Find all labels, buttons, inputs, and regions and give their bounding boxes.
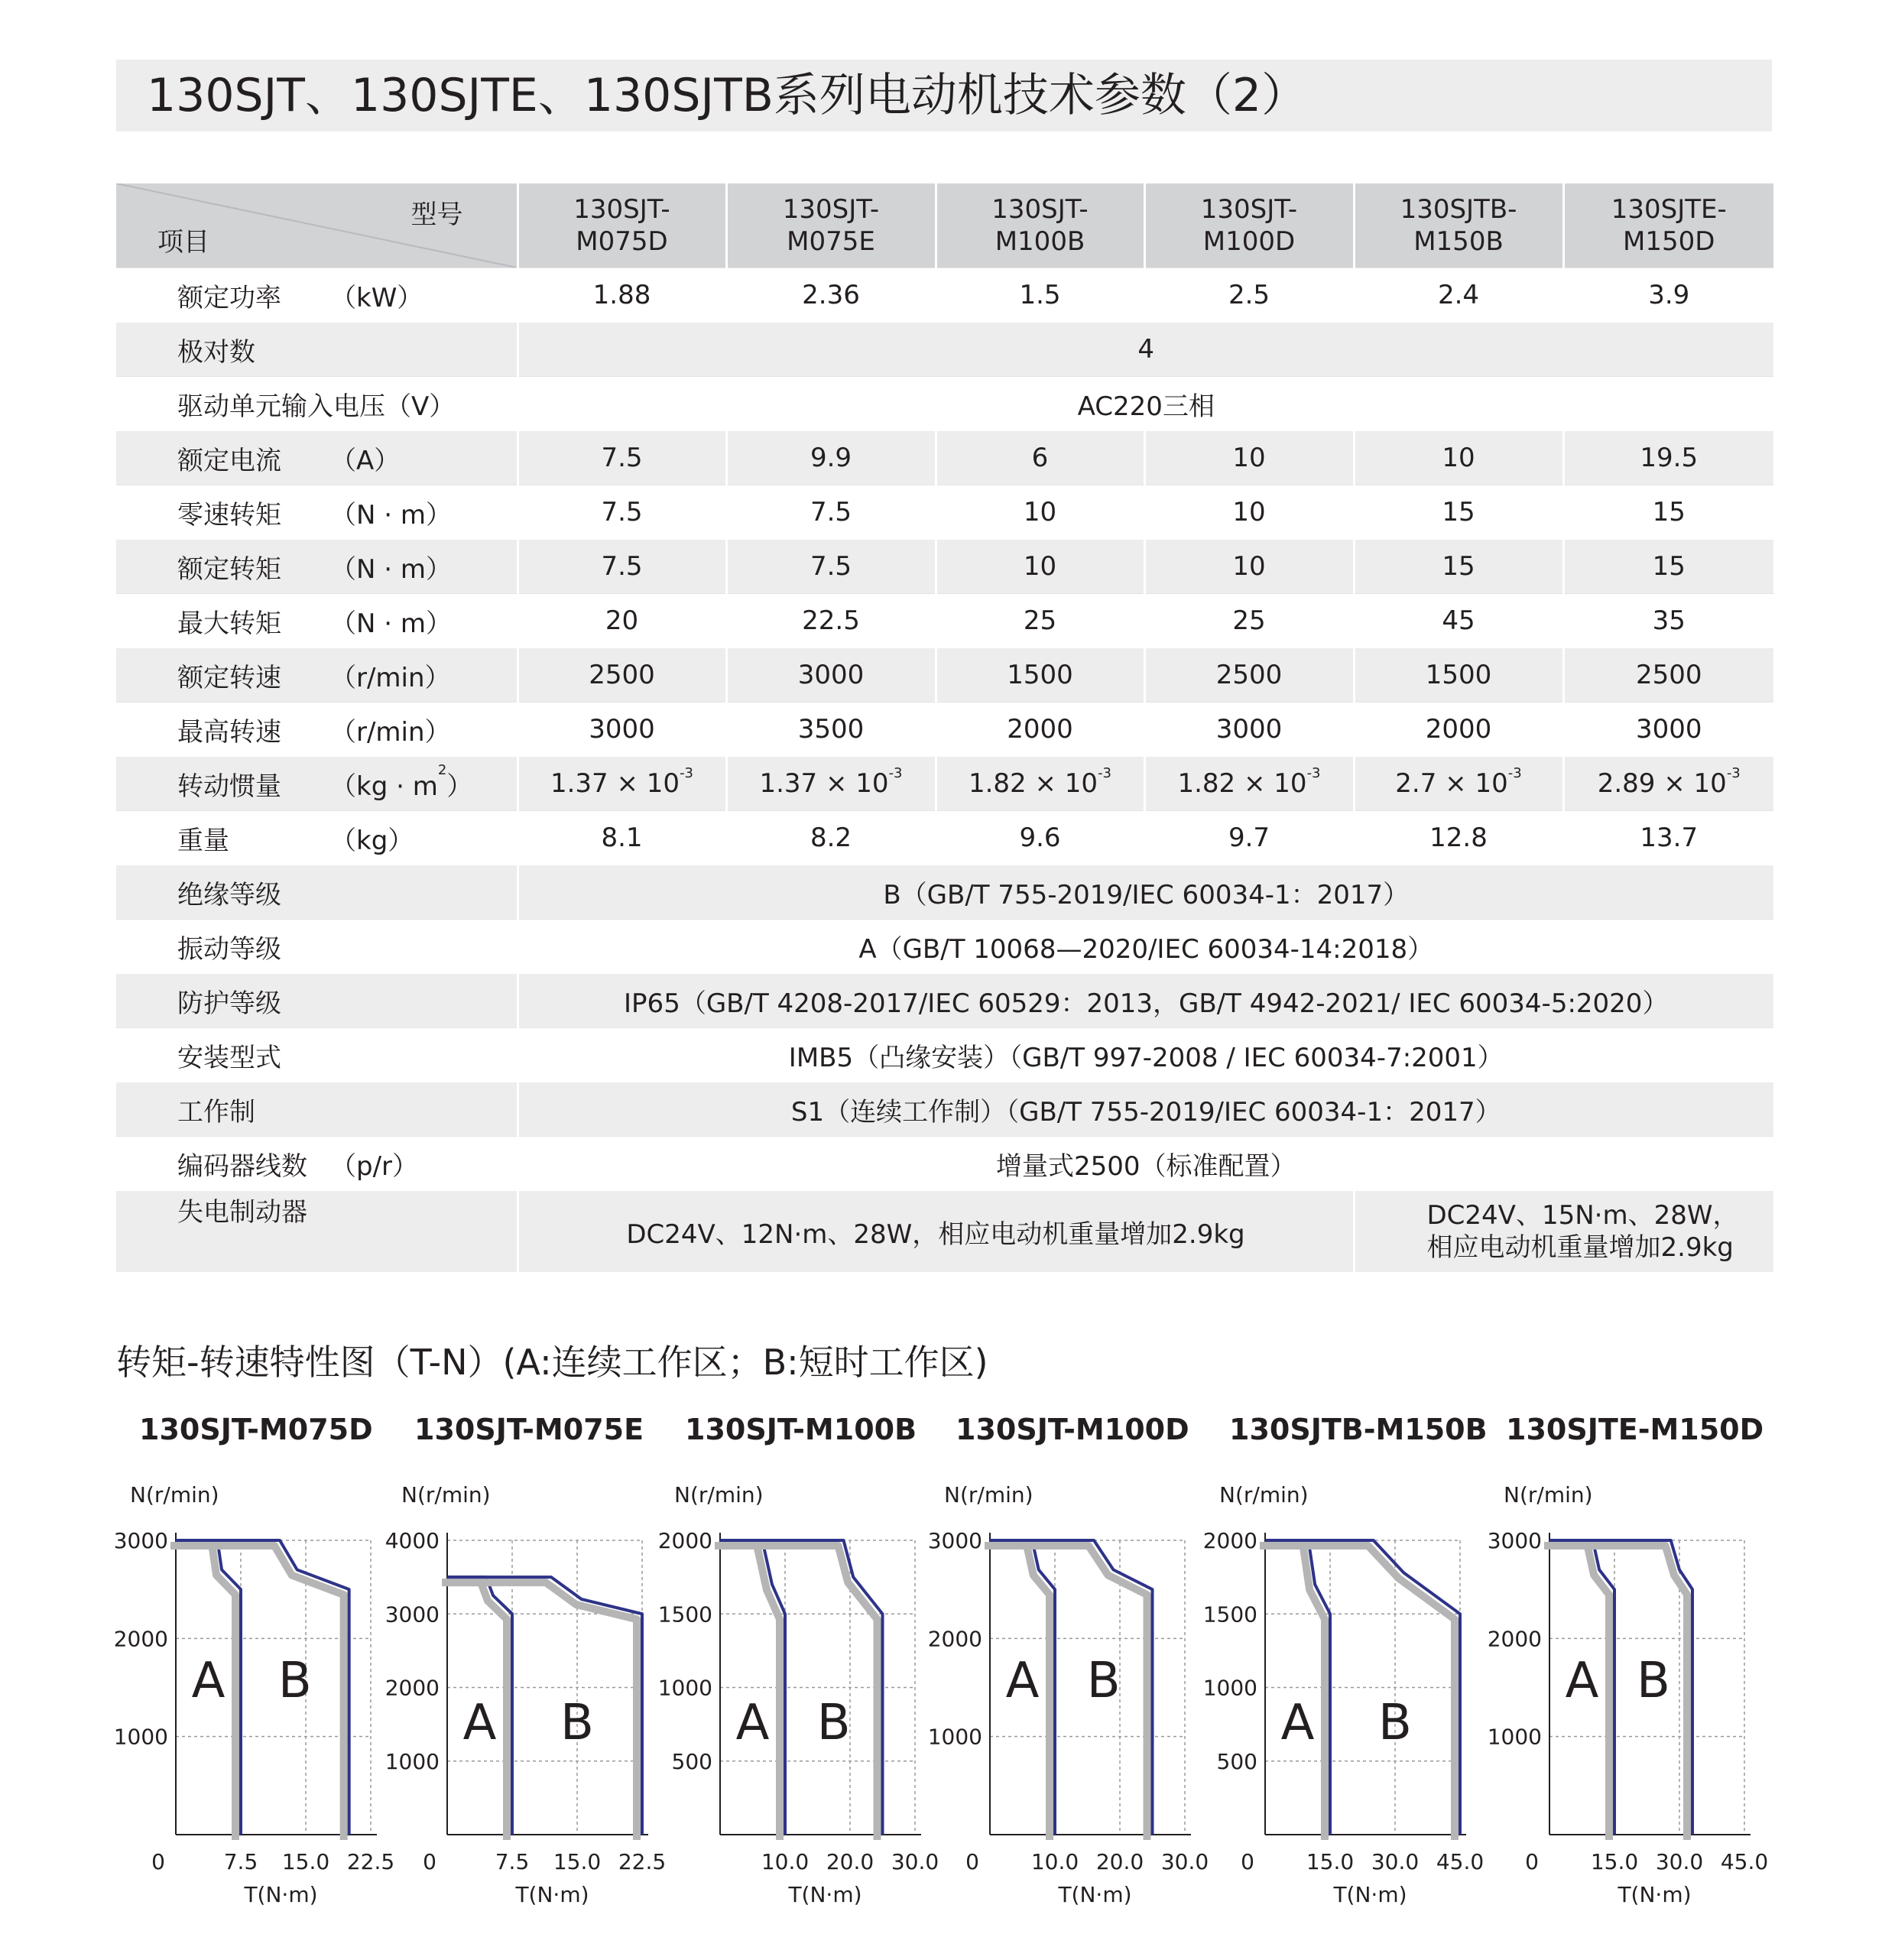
table-cell: 9.6 xyxy=(936,811,1144,865)
origin-label: 0 xyxy=(1525,1849,1539,1874)
zone-label-a: A xyxy=(191,1653,226,1709)
x-tick-label: 10.0 xyxy=(761,1849,810,1874)
zone-label-a: A xyxy=(735,1695,770,1751)
x-axis-label: T(N·m) xyxy=(515,1882,589,1907)
chart-title-3: 130SJT-M100B xyxy=(685,1413,917,1446)
row-label: 振动等级 xyxy=(116,920,518,974)
table-cell: 15 xyxy=(1563,540,1773,594)
table-cell: 1500 xyxy=(936,648,1144,703)
table-cell: 15 xyxy=(1354,540,1563,594)
x-axis-label: T(N·m) xyxy=(788,1882,862,1907)
table-row xyxy=(116,268,1773,323)
table-cell: 9.9 xyxy=(726,431,936,485)
table-cell: 2.4 xyxy=(1354,268,1563,323)
table-cell: 3500 xyxy=(726,703,936,757)
row-label: 额定电流 （A） xyxy=(116,431,518,485)
title-band xyxy=(116,60,1772,131)
table-cell: DC24V、12N·m、28W，相应电动机重量增加2.9kg xyxy=(518,1191,1354,1273)
table-cell: 2500 xyxy=(1144,648,1354,703)
table-cell: 35 xyxy=(1563,594,1773,648)
continuous-curve-shadow xyxy=(1260,1546,1325,1840)
table-cell: 1.88 xyxy=(518,268,726,323)
table-cell: 22.5 xyxy=(726,594,936,648)
table-row xyxy=(116,974,1773,1028)
zone-label-a: A xyxy=(1280,1695,1315,1751)
row-label: 绝缘等级 xyxy=(116,865,518,920)
y-axis-label: N(r/min) xyxy=(1504,1482,1593,1507)
table-cell: 4 xyxy=(518,323,1773,377)
x-tick-label: 22.5 xyxy=(346,1849,395,1874)
table-cell: 12.8 xyxy=(1354,811,1563,865)
table-row xyxy=(116,594,1773,648)
row-label: 工作制 xyxy=(116,1082,518,1137)
row-label: 零速转矩 （N · m） xyxy=(116,485,518,540)
zone-label-b: B xyxy=(1378,1695,1412,1751)
table-cell: 20 xyxy=(518,594,726,648)
y-axis-label: N(r/min) xyxy=(130,1482,219,1507)
model-header-5: 130SJTB- M150B xyxy=(1354,183,1563,268)
row-label: 极对数 xyxy=(116,323,518,377)
table-cell: 13.7 xyxy=(1563,811,1773,865)
x-tick-label: 15.0 xyxy=(1306,1849,1355,1874)
y-tick-label: 500 xyxy=(671,1748,712,1774)
table-row xyxy=(116,431,1773,485)
y-tick-label: 1000 xyxy=(385,1748,440,1774)
table-cell: $1.37 \times 10^{-3}$ xyxy=(726,757,936,811)
table-cell: 2.36 xyxy=(726,268,936,323)
continuous-curve-shadow xyxy=(715,1546,780,1840)
y-tick-label: 3000 xyxy=(385,1601,440,1627)
y-tick-label: 1000 xyxy=(927,1724,982,1750)
row-label: 重量 （kg） xyxy=(116,811,518,865)
y-tick-label: 1000 xyxy=(113,1724,168,1750)
table-row xyxy=(116,377,1773,431)
origin-label: 0 xyxy=(423,1849,436,1874)
table-cell: 3000 xyxy=(1144,703,1354,757)
zone-label-b: B xyxy=(816,1695,851,1751)
x-tick-label: 15.0 xyxy=(553,1849,602,1874)
table-cell: 10 xyxy=(1144,485,1354,540)
row-label: 编码器线数 （p/r） xyxy=(116,1137,518,1191)
table-cell: 15 xyxy=(1563,485,1773,540)
row-label: 转动惯量 $(kg \cdot m^2)$ xyxy=(116,757,518,811)
chart-title-1: 130SJT-M075D xyxy=(139,1413,373,1446)
y-axis-label: N(r/min) xyxy=(401,1482,491,1507)
origin-label: 0 xyxy=(1241,1849,1254,1874)
y-tick-label: 2000 xyxy=(1487,1626,1542,1652)
table-row xyxy=(116,1137,1773,1191)
table-cell: DC24V、15N·m、28W， 相应电动机重量增加2.9kg xyxy=(1354,1191,1773,1273)
spec-table xyxy=(116,183,1773,1272)
chart-title-6: 130SJTE-M150D xyxy=(1506,1413,1764,1446)
chart-title-5: 130SJTB-M150B xyxy=(1229,1413,1488,1446)
table-row xyxy=(116,757,1773,811)
x-tick-label: 10.0 xyxy=(1030,1849,1079,1874)
table-cell: 15 xyxy=(1354,485,1563,540)
x-tick-label: 45.0 xyxy=(1436,1849,1485,1874)
table-cell: 25 xyxy=(1144,594,1354,648)
table-cell: 2000 xyxy=(1354,703,1563,757)
table-cell: B（GB/T 755-2019/IEC 60034-1：2017） xyxy=(518,865,1773,920)
model-header-3: 130SJT- M100B xyxy=(936,183,1144,268)
table-cell: $1.82 \times 10^{-3}$ xyxy=(1144,757,1354,811)
table-cell: S1（连续工作制）（GB/T 755-2019/IEC 60034-1：2017） xyxy=(518,1082,1773,1137)
table-cell: 3000 xyxy=(1563,703,1773,757)
torque-speed-charts xyxy=(0,1468,1895,1911)
table-cell: AC220三相 xyxy=(518,377,1773,431)
x-tick-label: 20.0 xyxy=(1095,1849,1144,1874)
origin-label: 0 xyxy=(151,1849,165,1874)
table-cell: 10 xyxy=(936,485,1144,540)
short_time-curve-shadow xyxy=(715,1546,878,1840)
table-cell: 2000 xyxy=(936,703,1144,757)
table-cell: IMB5（凸缘安装）（GB/T 997-2008 / IEC 60034-7:2001） xyxy=(518,1028,1773,1082)
table-row xyxy=(116,540,1773,594)
corner-header-cell xyxy=(116,183,518,268)
corner-model-label: 型号 xyxy=(410,200,463,230)
row-label: 驱动单元输入电压（V） xyxy=(116,377,518,431)
y-tick-label: 1500 xyxy=(657,1601,712,1627)
x-axis-label: T(N·m) xyxy=(1333,1882,1407,1907)
table-row xyxy=(116,1191,1773,1273)
table-row xyxy=(116,648,1773,703)
x-tick-label: 20.0 xyxy=(826,1849,874,1874)
table-row xyxy=(116,811,1773,865)
table-cell: 45 xyxy=(1354,594,1563,648)
y-tick-label: 500 xyxy=(1216,1748,1257,1774)
model-header-6: 130SJTE- M150D xyxy=(1563,183,1773,268)
model-header-4: 130SJT- M100D xyxy=(1144,183,1354,268)
table-cell: $2.7 \times 10^{-3}$ xyxy=(1354,757,1563,811)
x-tick-label: 15.0 xyxy=(281,1849,330,1874)
table-cell: 2500 xyxy=(518,648,726,703)
table-cell: 10 xyxy=(936,540,1144,594)
x-tick-label: 30.0 xyxy=(1655,1849,1704,1874)
table-row xyxy=(116,865,1773,920)
x-tick-label: 30.0 xyxy=(1160,1849,1209,1874)
table-cell: 6 xyxy=(936,431,1144,485)
table-header-row xyxy=(116,183,1773,268)
table-cell: 19.5 xyxy=(1563,431,1773,485)
table-row xyxy=(116,485,1773,540)
y-tick-label: 2000 xyxy=(113,1626,168,1652)
table-cell: 增量式2500（标准配置） xyxy=(518,1137,1773,1191)
table-cell: 7.5 xyxy=(726,485,936,540)
page-title: 130SJT、130SJTE、130SJTB系列电动机技术参数（2） xyxy=(147,69,1308,122)
table-cell: 25 xyxy=(936,594,1144,648)
row-label: 最高转速 （r/min） xyxy=(116,703,518,757)
table-cell: 10 xyxy=(1354,431,1563,485)
section-title: 转矩-转速特性图（T-N）(A:连续工作区；B:短时工作区) xyxy=(116,1342,988,1383)
chart-title-4: 130SJT-M100D xyxy=(956,1413,1189,1446)
x-tick-label: 45.0 xyxy=(1720,1849,1769,1874)
x-tick-label: 7.5 xyxy=(223,1849,258,1874)
zone-label-b: B xyxy=(1086,1653,1121,1709)
table-cell: 2500 xyxy=(1563,648,1773,703)
y-tick-label: 2000 xyxy=(1202,1528,1257,1553)
table-cell: 7.5 xyxy=(518,431,726,485)
zone-label-a: A xyxy=(1005,1653,1040,1709)
table-row xyxy=(116,920,1773,974)
table-cell: 8.1 xyxy=(518,811,726,865)
x-axis-label: T(N·m) xyxy=(1618,1882,1692,1907)
table-cell: $2.89 \times 10^{-3}$ xyxy=(1563,757,1773,811)
y-tick-label: 3000 xyxy=(113,1528,168,1553)
y-tick-label: 2000 xyxy=(657,1528,712,1553)
table-cell: 9.7 xyxy=(1144,811,1354,865)
y-tick-label: 3000 xyxy=(1487,1528,1542,1553)
origin-label: 0 xyxy=(965,1849,979,1874)
table-cell: 3000 xyxy=(726,648,936,703)
x-tick-label: 15.0 xyxy=(1590,1849,1639,1874)
table-cell: 8.2 xyxy=(726,811,936,865)
table-cell: 10 xyxy=(1144,540,1354,594)
table-cell: 7.5 xyxy=(518,485,726,540)
x-tick-label: 7.5 xyxy=(495,1849,530,1874)
zone-label-b: B xyxy=(277,1653,312,1709)
x-axis-label: T(N·m) xyxy=(1058,1882,1132,1907)
x-tick-label: 30.0 xyxy=(891,1849,939,1874)
zone-label-a: A xyxy=(462,1695,497,1751)
y-tick-label: 4000 xyxy=(385,1528,440,1553)
table-row xyxy=(116,1028,1773,1082)
table-cell: $1.82 \times 10^{-3}$ xyxy=(936,757,1144,811)
row-label: 额定功率 （kW） xyxy=(116,268,518,323)
table-cell: 1500 xyxy=(1354,648,1563,703)
table-row xyxy=(116,323,1773,377)
y-tick-label: 1500 xyxy=(1202,1601,1257,1627)
y-axis-label: N(r/min) xyxy=(944,1482,1033,1507)
y-axis-label: N(r/min) xyxy=(1219,1482,1309,1507)
y-tick-label: 1000 xyxy=(1487,1724,1542,1750)
model-header-1: 130SJT- M075D xyxy=(518,183,726,268)
table-cell: 3.9 xyxy=(1563,268,1773,323)
row-label: 安装型式 xyxy=(116,1028,518,1082)
y-axis-label: N(r/min) xyxy=(674,1482,764,1507)
table-cell: 7.5 xyxy=(726,540,936,594)
table-row xyxy=(116,703,1773,757)
chart-title-2: 130SJT-M075E xyxy=(414,1413,644,1446)
table-cell: IP65（GB/T 4208-2017/IEC 60529：2013，GB/T 4942-2021/ IEC 60034-5:2020） xyxy=(518,974,1773,1028)
x-tick-label: 30.0 xyxy=(1371,1849,1420,1874)
x-tick-label: 22.5 xyxy=(618,1849,667,1874)
row-label: 额定转矩 （N · m） xyxy=(116,540,518,594)
zone-label-a: A xyxy=(1565,1653,1599,1709)
row-label: 最大转矩 （N · m） xyxy=(116,594,518,648)
table-cell: 3000 xyxy=(518,703,726,757)
zone-label-b: B xyxy=(560,1695,594,1751)
y-tick-label: 2000 xyxy=(927,1626,982,1652)
table-cell: $1.37 \times 10^{-3}$ xyxy=(518,757,726,811)
row-label: 失电制动器 xyxy=(116,1191,518,1273)
zone-label-b: B xyxy=(1637,1653,1670,1709)
y-tick-label: 1000 xyxy=(1202,1675,1257,1701)
table-cell: 7.5 xyxy=(518,540,726,594)
model-header-2: 130SJT- M075E xyxy=(726,183,936,268)
table-cell: 2.5 xyxy=(1144,268,1354,323)
y-tick-label: 1000 xyxy=(657,1675,712,1701)
row-label: 防护等级 xyxy=(116,974,518,1028)
table-row xyxy=(116,1082,1773,1137)
table-cell: 10 xyxy=(1144,431,1354,485)
table-cell: 1.5 xyxy=(936,268,1144,323)
y-tick-label: 3000 xyxy=(927,1528,982,1553)
row-label: 额定转速 （r/min） xyxy=(116,648,518,703)
table-cell: A（GB/T 10068—2020/IEC 60034-14:2018） xyxy=(518,920,1773,974)
corner-item-label: 项目 xyxy=(157,227,209,258)
y-tick-label: 2000 xyxy=(385,1675,440,1701)
x-axis-label: T(N·m) xyxy=(244,1882,318,1907)
